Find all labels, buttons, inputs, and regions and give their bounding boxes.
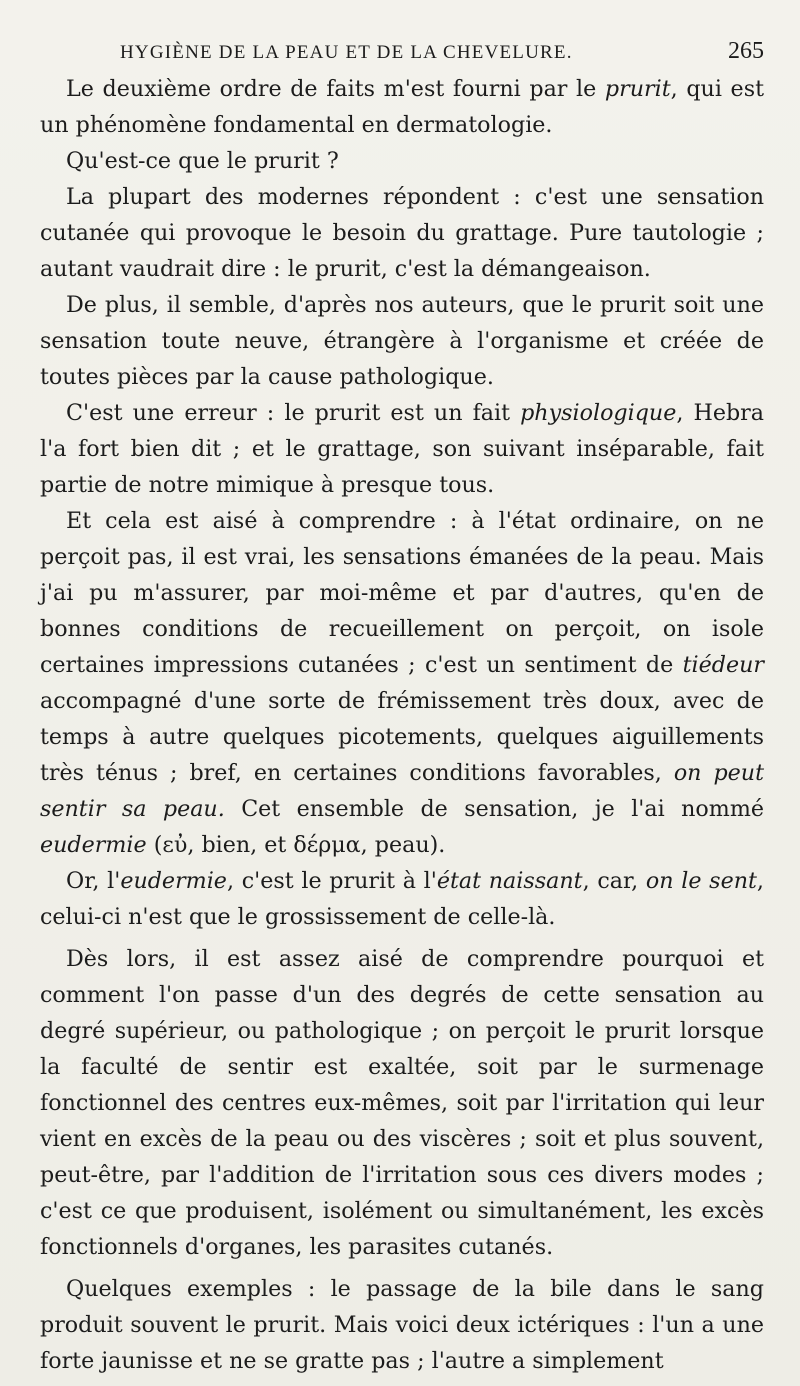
paragraph — [40, 941, 764, 1265]
text-run: Et cela est aisé à comprendre : à l'état ordinaire, on ne perçoit pas, il est vrai, les sensations émanées de la peau. Mais j'ai pu m'assurer, par moi-même et par d'autres, qu'en de bonnes conditions de recueillement on perçoit, on isole certaines impressions cutanées ; c'est un sentiment de — [40, 508, 764, 678]
italic-text: eudermie — [40, 832, 147, 858]
italic-text: physiologique — [520, 400, 677, 426]
text-run: , celui-ci n'est que le grossissement de celle-là. — [40, 868, 764, 930]
text-run: , car, — [582, 868, 646, 894]
text-run: (εὐ, bien, et δέρμα, peau). — [146, 832, 446, 858]
text-run: Qu'est-ce que le prurit ? — [66, 148, 339, 174]
italic-text: tiédeur — [682, 652, 764, 678]
text-run: De plus, il semble, d'après nos auteurs, que le prurit soit une sensation toute neuve, étrangère à l'organisme et créée de toutes pièces par la cause pathologique. — [40, 292, 764, 390]
text-run: Cet ensemble de sensation, je l'ai nommé — [224, 796, 764, 822]
text-run: , c'est le prurit à l' — [226, 868, 437, 894]
running-title: HYGIÈNE DE LA PEAU ET DE LA CHEVELURE. — [120, 42, 573, 63]
italic-text: on peut sentir sa peau. — [40, 760, 764, 822]
paragraph — [40, 179, 764, 287]
text-run: La plupart des modernes répondent : c'est une sensation cutanée qui provoque le besoin du grattage. Pure tautologie ; autant vaudrait dire : le prurit, c'est la démangeaison. — [40, 184, 764, 282]
text-run: C'est une erreur : le prurit est un fait — [66, 400, 521, 426]
paragraph — [40, 503, 764, 863]
text-run: accompagné d'une sorte de frémissement très doux, avec de temps à autre quelques picotements, quelques aiguillements très ténus ; bref, en certaines conditions favorables, — [40, 688, 764, 786]
text-run: , Hebra l'a fort bien dit ; et le grattage, son suivant inséparable, fait partie de notre mimique à presque tous. — [40, 400, 764, 498]
italic-text: eudermie — [120, 868, 227, 894]
paragraph — [40, 71, 764, 143]
running-header — [40, 38, 764, 65]
text-run: Quelques exemples : le passage de la bile dans le sang produit souvent le prurit. Mais voici deux ictériques : l'un a une forte jaunisse et ne se gratte pas ; l'autre a simplement — [40, 1276, 764, 1374]
page-number: 265 — [728, 38, 764, 64]
text-run: , qui est un phénomène fondamental en dermatologie. — [40, 76, 764, 138]
italic-text: on le sent — [645, 868, 757, 894]
body-text — [40, 71, 764, 1379]
paragraph — [40, 395, 764, 503]
paragraph — [40, 143, 764, 179]
paragraph — [40, 287, 764, 395]
paragraph — [40, 863, 764, 935]
text-run: Or, l' — [66, 868, 121, 894]
italic-text: état naissant — [436, 868, 583, 894]
paragraph — [40, 1271, 764, 1379]
italic-text: prurit — [604, 76, 671, 102]
text-run: Le deuxième ordre de faits m'est fourni par le — [66, 76, 605, 102]
text-run: Dès lors, il est assez aisé de comprendre pourquoi et comment l'on passe d'un des degrés de cette sensation au degré supérieur, ou pathologique ; on perçoit le prurit lorsque la faculté de sentir est exaltée, soit par le surmenage fonctionnel des centres eux-mêmes, soit par l'irritation qui leur vient en excès de la peau ou des viscères ; soit et plus souvent, peut-être, par l'addition de l'irritation sous ces divers modes ; c'est ce que produisent, isolément ou simultanément, les excès fonctionnels d'organes, les parasites cutanés. — [40, 946, 764, 1260]
